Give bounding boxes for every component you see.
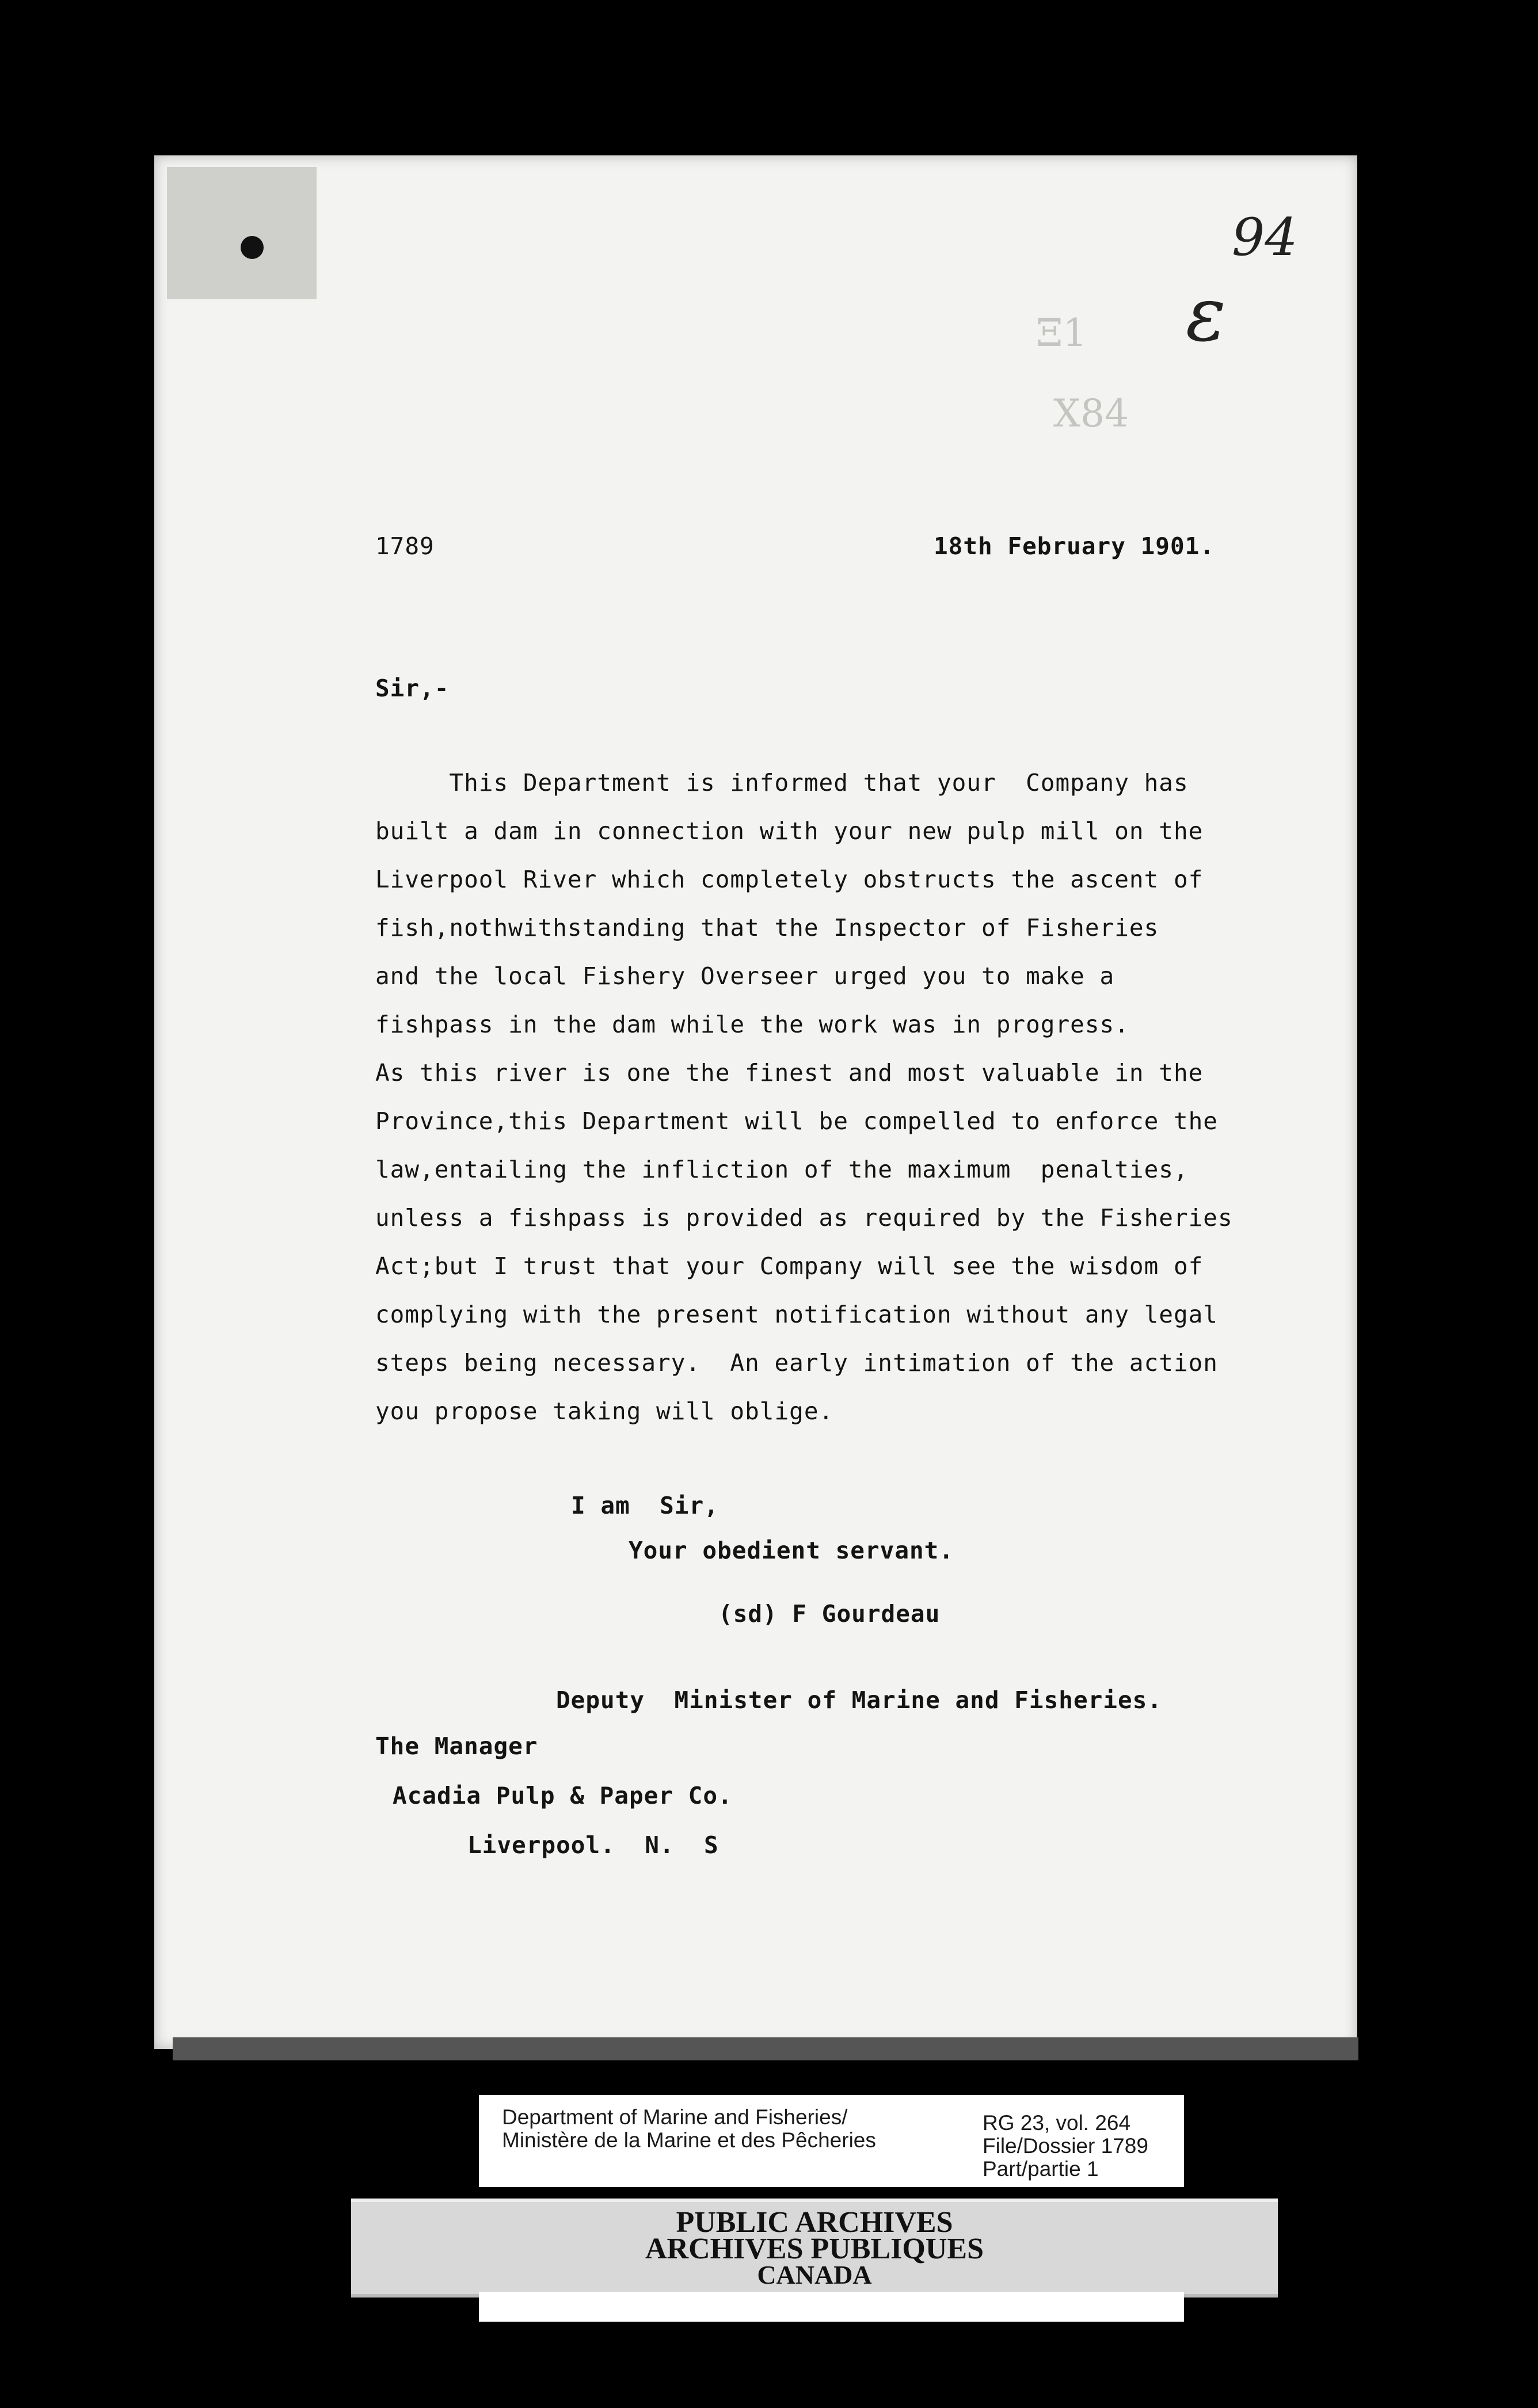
body-line: fishpass in the dam while the work was in progress.: [375, 1011, 1129, 1038]
department-name: Department of Marine and Fisheries/: [502, 2105, 848, 2129]
body-line: built a dam in connection with your new pulp mill on the: [375, 817, 1204, 845]
part-number: Part/partie 1: [983, 2157, 1099, 2181]
signatory-title: Deputy Minister of Marine and Fisheries.: [556, 1686, 1163, 1714]
body-line: Liverpool River which completely obstructs the ascent of: [375, 866, 1204, 893]
body-line: complying with the present notification without any legal: [375, 1301, 1218, 1328]
addressee-line: Liverpool. N. S: [467, 1831, 719, 1859]
closing-line: I am Sir,: [571, 1492, 719, 1519]
stamp-line: PUBLIC ARCHIVES: [676, 2206, 953, 2239]
record-group: RG 23, vol. 264: [983, 2111, 1131, 2135]
stamp-line: CANADA: [757, 2260, 872, 2289]
body-line: and the local Fishery Overseer urged you to make a: [375, 962, 1115, 990]
closing-line: Your obedient servant.: [629, 1537, 954, 1564]
body-line: Act;but I trust that your Company will see the wisdom of: [375, 1252, 1204, 1280]
body-line: you propose taking will oblige.: [375, 1397, 834, 1425]
faded-note: X84: [1053, 391, 1129, 436]
body-line: Province,this Department will be compelled to enforce the: [375, 1107, 1218, 1135]
label-bottom-strip: [479, 2292, 1184, 2322]
body-line: steps being necessary. An early intimation of the action: [375, 1349, 1218, 1377]
stamp-line: ARCHIVES PUBLIQUES: [645, 2232, 984, 2265]
letter-page: [154, 155, 1357, 2049]
file-number: 1789: [375, 532, 435, 560]
archive-stamp: [351, 2199, 1278, 2297]
department-name-fr: Ministère de la Marine et des Pêcheries: [502, 2128, 876, 2152]
addressee-line: Acadia Pulp & Paper Co.: [393, 1782, 733, 1809]
archive-reference-label: [479, 2095, 1184, 2187]
page-number-handwritten: 94: [1232, 207, 1298, 268]
body-line: unless a fishpass is provided as required by the Fisheries: [375, 1204, 1233, 1232]
faded-note: Ξ1: [1036, 311, 1087, 355]
signature: (sd) F Gourdeau: [718, 1600, 941, 1628]
handwritten-mark: ε: [1186, 270, 1226, 358]
letter-date: 18th February 1901.: [934, 532, 1215, 560]
body-line: As this river is one the finest and most valuable in the: [375, 1059, 1204, 1087]
paper-edge-shadow: [173, 2037, 1358, 2060]
salutation: Sir,-: [375, 675, 450, 702]
file-dossier: File/Dossier 1789: [983, 2134, 1148, 2158]
body-line: This Department is informed that your Company has: [375, 769, 1189, 797]
corner-stain: [167, 167, 317, 299]
body-line: fish,nothwithstanding that the Inspector of Fisheries: [375, 914, 1159, 942]
punch-hole: [241, 236, 264, 259]
body-line: law,entailing the infliction of the maximum penalties,: [375, 1156, 1189, 1183]
addressee-line: The Manager: [375, 1732, 538, 1760]
